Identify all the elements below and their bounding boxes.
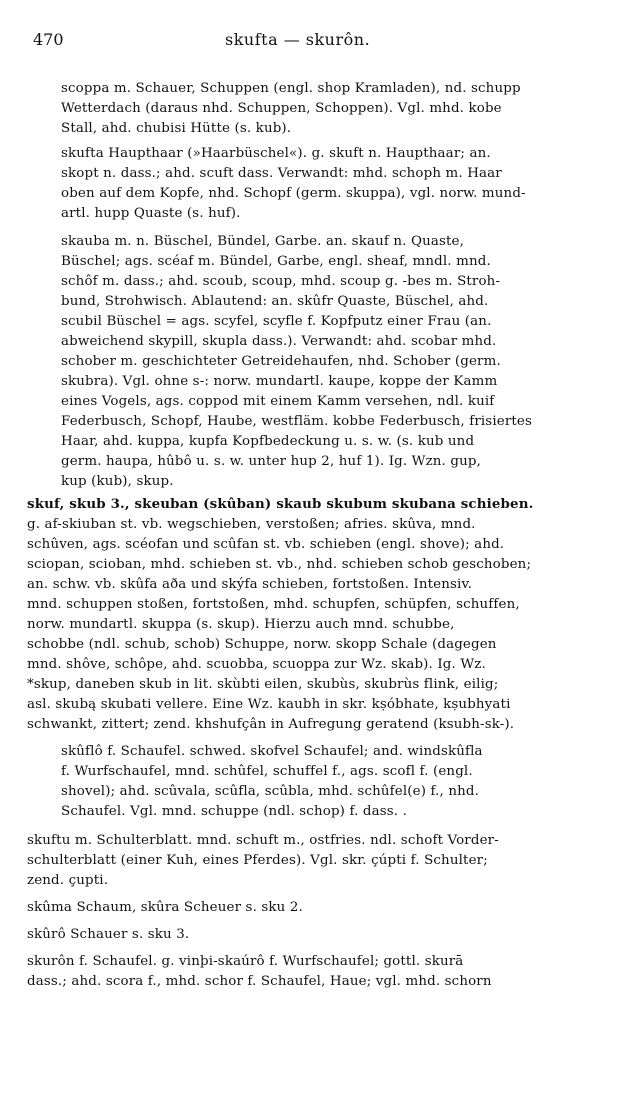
entry-skuro-line: skûrô Schauer s. sku 3. [27, 927, 190, 942]
entry-skuflo-line: Schaufel. Vgl. mnd. schuppe (ndl. schop) f. dass. . [61, 804, 408, 819]
entry-skauba-line: schôf m. dass.; ahd. scoub, scoup, mhd. scoup g. -bes m. Stroh- [61, 274, 501, 289]
entry-scoppa-line: Stall, ahd. chubisi Hütte (s. kub). [61, 121, 292, 136]
entry-skauba-line: schober m. geschichteter Getreidehaufen, nhd. Schober (germ. [61, 354, 501, 369]
entry-skufta-line: oben auf dem Kopfe, nhd. Schopf (germ. skuppa), vgl. norw. mund- [61, 186, 526, 201]
entry-skauba-line: kup (kub), skup. [61, 474, 174, 489]
page-number: 470 [33, 30, 64, 49]
entry-skuftu-line: zend. çupti. [27, 873, 109, 888]
entry-skauba-line: Haar, ahd. kuppa, kupfa Kopfbedeckung u. s. w. (s. kub und [61, 434, 475, 449]
entry-skuflo-line: skûflô f. Schaufel. schwed. skofvel Schaufel; and. windskûfla [61, 744, 483, 759]
entry-skuron-line: skurôn f. Schaufel. g. vinþi-skaúrô f. Wurfschaufel; gottl. skurā [27, 954, 464, 969]
entry-skuf-headline: skuf, skub 3., skeuban (skûban) skaub skubum skubana schieben. [27, 496, 534, 512]
entry-scoppa-line: scoppa m. Schauer, Schuppen (engl. shop Kramladen), nd. schupp [61, 81, 521, 96]
running-title: skufta — skurôn. [225, 30, 371, 49]
entry-skuflo-line: shovel); ahd. scûvala, scûfla, scûbla, mhd. schûfel(e) f., nhd. [61, 784, 480, 799]
entry-skauba-line: abweichend skypill, skupla dass.). Verwandt: ahd. scobar mhd. [61, 334, 497, 349]
entry-skufta-line: skopt n. dass.; ahd. scuft dass. Verwandt: mhd. schoph m. Haar [61, 166, 502, 181]
entry-skuf-line: schûven, ags. scéofan und scûfan st. vb. schieben (engl. shove); ahd. [27, 537, 505, 552]
entry-skuftu-line: skuftu m. Schulterblatt. mnd. schuft m., ostfries. ndl. schoft Vorder- [27, 833, 499, 848]
entry-skuf-line: sciopan, scioban, mhd. schieben st. vb., nhd. schieben schob geschoben; [27, 557, 532, 572]
entry-skuf-line: schwankt, zittert; zend. khshufçân in Aufregung geratend (ksubh-sk-). [27, 717, 515, 732]
entry-skuf-line: asl. skubą skubati vellere. Eine Wz. kaubh in skr. kṣóbhate, kṣubhyati [27, 697, 511, 712]
entry-skauba-line: Federbusch, Schopf, Haube, westfläm. kobbe Federbusch, frisiertes [61, 414, 533, 429]
entry-skufta-line: skufta Haupthaar (»Haarbüschel«). g. skuft n. Haupthaar; an. [61, 146, 491, 161]
entry-skuflo-line: f. Wurfschaufel, mnd. schûfel, schuffel f., ags. scofl f. (engl. [61, 764, 473, 779]
entry-skauba-line: bund, Strohwisch. Ablautend: an. skûfr Quaste, Büschel, ahd. [61, 294, 489, 309]
entry-skuf-line: an. schw. vb. skûfa aða und skýfa schieben, fortstoßen. Intensiv. [27, 577, 473, 592]
entry-skauba-line: skubra). Vgl. ohne s-: norw. mundartl. kaupe, koppe der Kamm [61, 374, 498, 389]
entry-skuf-line: g. af-skiuban st. vb. wegschieben, verstoßen; afries. skûva, mnd. [27, 517, 476, 532]
entry-skuf-line: mnd. schuppen stoßen, fortstoßen, mhd. schupfen, schüpfen, schuffen, [27, 597, 520, 612]
entry-skuftu-line: schulterblatt (einer Kuh, eines Pferdes). Vgl. skr. çúpti f. Schulter; [27, 853, 488, 868]
entry-skauba-line: Büschel; ags. scéaf m. Bündel, Garbe, engl. sheaf, mndl. mnd. [61, 254, 491, 269]
entry-skuron-line: dass.; ahd. scora f., mhd. schor f. Schaufel, Haue; vgl. mhd. schorn [27, 974, 492, 989]
entry-skauba-line: germ. haupa, hûbô u. s. w. unter hup 2, huf 1). Ig. Wzn. gup, [61, 454, 481, 469]
entry-skuf-line: mnd. shôve, schôpe, ahd. scuobba, scuoppa zur Wz. skab). Ig. Wz. [27, 657, 486, 672]
entry-skuf-line: schobbe (ndl. schub, schob) Schuppe, norw. skopp Schale (dagegen [27, 637, 497, 652]
entry-scoppa-line: Wetterdach (daraus nhd. Schuppen, Schoppen). Vgl. mhd. kobe [61, 101, 502, 116]
entry-skauba-line: eines Vogels, ags. coppod mit einem Kamm versehen, ndl. kuif [61, 394, 495, 409]
entry-skuf-line: *skup, daneben skub in lit. skùbti eilen, skubùs, skubrùs flink, eilig; [27, 677, 499, 692]
entry-skauba-line: scubil Büschel = ags. scyfel, scyfle f. Kopfputz einer Frau (an. [61, 314, 492, 329]
entry-skuma-line: skûma Schaum, skûra Scheuer s. sku 2. [27, 900, 303, 915]
entry-skufta-line: artl. hupp Quaste (s. huf). [61, 206, 241, 221]
entry-skuf-line: norw. mundartl. skuppa (s. skup). Hierzu auch mnd. schubbe, [27, 617, 455, 632]
page-header [0, 30, 625, 54]
entry-skauba-line: skauba m. n. Büschel, Bündel, Garbe. an. skauf n. Quaste, [61, 234, 465, 249]
